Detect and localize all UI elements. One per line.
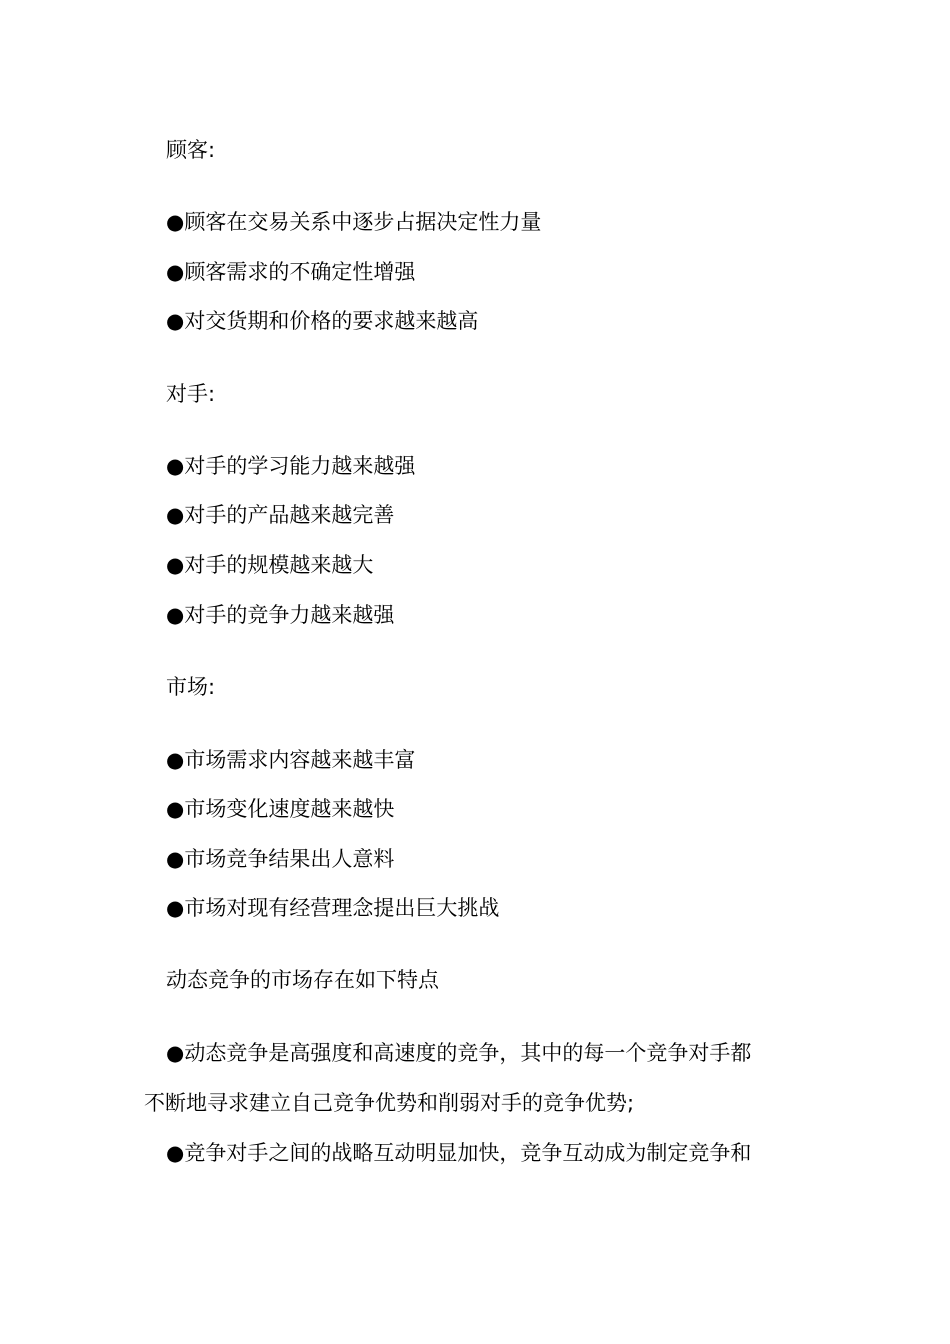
list-item: ●对手的规模越来越大 <box>166 553 374 577</box>
list-item: ●对手的学习能力越来越强 <box>166 454 416 478</box>
paragraph-line: ●动态竞争是高强度和高速度的竞争，其中的每一个竞争对手都 <box>166 1041 752 1065</box>
list-item: ●市场竞争结果出人意料 <box>166 847 395 871</box>
list-item: ●市场需求内容越来越丰富 <box>166 748 416 772</box>
list-item: ●对手的竞争力越来越强 <box>166 603 395 627</box>
list-item: ●市场对现有经营理念提出巨大挑战 <box>166 896 500 920</box>
section-heading-market: 市场: <box>166 675 216 699</box>
list-item: ●顾客需求的不确定性增强 <box>166 260 416 284</box>
list-item: ●对交货期和价格的要求越来越高 <box>166 309 479 333</box>
paragraph-line: ●竞争对手之间的战略互动明显加快，竞争互动成为制定竞争和 <box>166 1141 752 1165</box>
list-item: ●市场变化速度越来越快 <box>166 797 395 821</box>
list-item: ●顾客在交易关系中逐步占据决定性力量 <box>166 210 542 234</box>
section-heading-dynamic: 动态竞争的市场存在如下特点 <box>166 968 439 992</box>
section-heading-rival: 对手: <box>166 382 216 406</box>
section-heading-customer: 顾客: <box>166 138 216 162</box>
list-item: ●对手的产品越来越完善 <box>166 503 395 527</box>
paragraph-line: 不断地寻求建立自己竞争优势和削弱对手的竞争优势; <box>144 1091 635 1115</box>
